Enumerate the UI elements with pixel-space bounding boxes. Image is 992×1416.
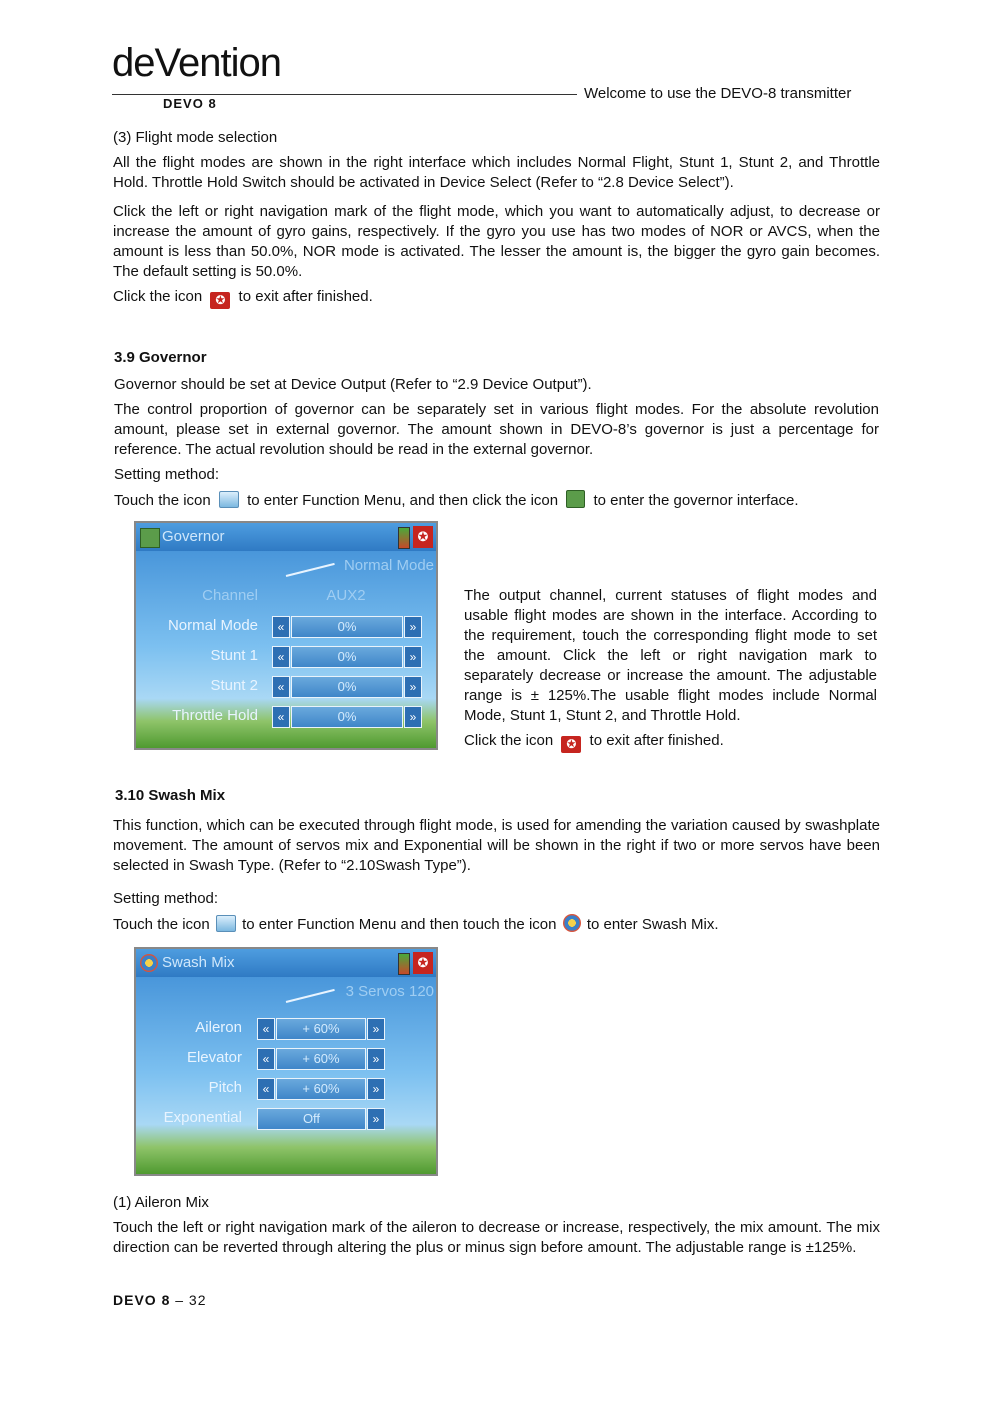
governor-para1: Governor should be set at Device Output (Refer to “2.9 Device Output”). xyxy=(114,376,592,393)
swash-touch-line xyxy=(113,914,880,935)
touch-text-mid: to enter Function Menu, and then click the icon xyxy=(247,492,559,509)
swash-icon xyxy=(563,914,581,932)
decrease-button[interactable]: « xyxy=(272,616,290,638)
mode-display: Normal Mode xyxy=(343,557,434,574)
exit-text-pre: Click the icon xyxy=(464,732,554,749)
channel-label: Channel xyxy=(202,587,258,604)
flight-mode-para1: All the flight modes are shown in the right interface which includes Normal Flight, Stunt 1, Stunt 2, and Throttle Hold. Throttle Hold Switch should be activated in Device Select (Refer to “2.8 Device Select”). xyxy=(113,154,880,191)
row-value[interactable]: 0% xyxy=(291,706,403,728)
swash-heading: 3.10 Swash Mix xyxy=(115,787,226,804)
flight-mode-para2: Click the left or right navigation mark of the flight mode, which you want to automatically adjust, to decrease or increase the amount of gyro gains, respectively. If the gyro you use has two modes of NOR or AVCS, when the amount is less than 50.0%, NOR mode is activated. The lesser the amount is, the bigger the gyro gain becomes. The default setting is 50.0%. xyxy=(113,203,880,280)
flight-mode-exit-line xyxy=(113,287,880,309)
increase-button[interactable]: » xyxy=(367,1018,385,1040)
touch-text-post: to enter the governor interface. xyxy=(593,492,799,509)
swash-icon xyxy=(140,954,158,972)
function-menu-icon xyxy=(216,915,236,932)
row-label: Pitch xyxy=(208,1079,242,1096)
touch-text-pre: Touch the icon xyxy=(114,492,211,509)
row-label: Normal Mode xyxy=(167,617,258,634)
increase-button[interactable]: » xyxy=(404,676,422,698)
decrease-button[interactable]: « xyxy=(257,1078,275,1100)
row-value[interactable]: 0% xyxy=(291,616,403,638)
decrease-button[interactable]: « xyxy=(272,676,290,698)
decrease-button[interactable]: « xyxy=(272,646,290,668)
increase-button[interactable]: » xyxy=(404,706,422,728)
touch-text-mid: to enter Function Menu and then touch the icon xyxy=(242,916,557,933)
brand-sublogo: DEVO 8 xyxy=(163,96,217,111)
governor-icon xyxy=(566,490,585,508)
decrease-button[interactable]: « xyxy=(257,1048,275,1070)
governor-exit-line xyxy=(464,731,877,753)
swash-para1: This function, which can be executed through flight mode, is used for amending the variation caused by swashplate movement. The amount of servos mix and Exponential will be shown in the right if two or more servos have been selected in Swash Type. (Refer to “2.10Swash Type”). xyxy=(113,817,880,874)
aileron-heading: (1) Aileron Mix xyxy=(113,1194,209,1211)
brand-logo: deVention xyxy=(112,41,281,85)
battery-icon xyxy=(398,527,410,549)
increase-button[interactable]: » xyxy=(367,1108,385,1130)
function-menu-icon xyxy=(219,491,239,508)
exit-icon[interactable]: ✪ xyxy=(413,952,433,974)
swash-screen xyxy=(134,947,438,1176)
increase-button[interactable]: » xyxy=(367,1078,385,1100)
exit-text-pre: Click the icon xyxy=(113,288,203,305)
increase-button[interactable]: » xyxy=(367,1048,385,1070)
row-label: Aileron xyxy=(195,1019,242,1036)
header-rule xyxy=(112,94,577,95)
governor-para2: The control proportion of governor can be separately set in various flight modes. For the absolute revolution amount, please set in external governor. The amount shown in DEVO-8’s governor is just a percentage for reference. The actual revolution should be read in the external governor. xyxy=(114,401,879,458)
row-value[interactable]: + 60% xyxy=(276,1018,366,1040)
increase-button[interactable]: » xyxy=(404,616,422,638)
row-value[interactable]: 0% xyxy=(291,676,403,698)
screen-title: Governor xyxy=(162,528,225,545)
footer xyxy=(113,1292,207,1308)
increase-button[interactable]: » xyxy=(404,646,422,668)
decrease-button[interactable]: « xyxy=(272,706,290,728)
page-number: – 32 xyxy=(175,1292,207,1308)
governor-setting: Setting method: xyxy=(114,466,220,483)
row-label: Stunt 2 xyxy=(210,677,258,694)
exponential-value[interactable]: Off xyxy=(257,1108,366,1130)
plane-icon xyxy=(286,563,335,577)
exit-text-post: to exit after finished. xyxy=(238,288,373,305)
channel-value: AUX2 xyxy=(326,587,366,604)
row-label: Stunt 1 xyxy=(210,647,258,664)
aileron-para: Touch the left or right navigation mark of the aileron to decrease or increase, respectively, the mix amount. The mix direction can be reverted through altering the plus or minus sign before amount. The adjustable range is ±125%. xyxy=(113,1219,880,1256)
exit-icon[interactable]: ✪ xyxy=(413,526,433,548)
governor-side-text: The output channel, current statuses of flight modes and usable flight modes are shown in the interface. According to the requirement, touch the corresponding flight mode to set the amount. Click the left or right navigation mark to separately decrease or increase the amount. The adjustable range is ± 125%.The usable flight modes include Normal Mode, Stunt 1, Stunt 2, and Throttle Hold. xyxy=(464,587,877,724)
touch-text-post: to enter Swash Mix. xyxy=(586,916,719,933)
row-value[interactable]: + 60% xyxy=(276,1078,366,1100)
exit-icon: ✪ xyxy=(561,736,581,753)
governor-icon xyxy=(140,528,160,548)
governor-heading: 3.9 Governor xyxy=(114,349,207,366)
exponential-label: Exponential xyxy=(163,1109,242,1126)
mode-display: 3 Servos 120 xyxy=(345,983,434,1000)
swash-setting: Setting method: xyxy=(113,890,219,907)
row-label: Elevator xyxy=(186,1049,242,1066)
footer-label: DEVO 8 xyxy=(113,1292,171,1308)
row-value[interactable]: + 60% xyxy=(276,1048,366,1070)
governor-touch-line xyxy=(114,490,881,511)
exit-icon: ✪ xyxy=(210,292,230,309)
header-title: Welcome to use the DEVO-8 transmitter xyxy=(584,85,852,102)
touch-text-pre: Touch the icon xyxy=(113,916,210,933)
flight-mode-heading: (3) Flight mode selection xyxy=(113,129,278,146)
screen-title: Swash Mix xyxy=(162,954,235,971)
battery-icon xyxy=(398,953,410,975)
governor-screen xyxy=(134,521,438,750)
exit-text-post: to exit after finished. xyxy=(589,732,724,749)
row-value[interactable]: 0% xyxy=(291,646,403,668)
row-label: Throttle Hold xyxy=(172,707,258,724)
decrease-button[interactable]: « xyxy=(257,1018,275,1040)
